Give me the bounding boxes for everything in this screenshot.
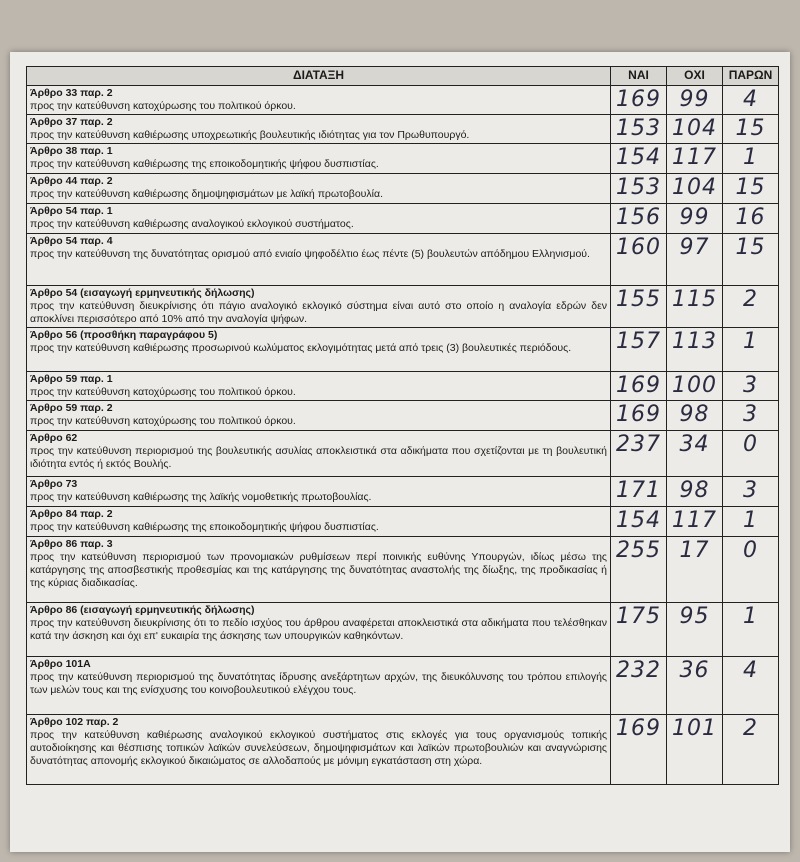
yes-count: 171 [611,477,667,507]
provision-cell [27,715,611,785]
table-row [27,115,779,144]
yes-count: 157 [611,328,667,372]
table-row [27,328,779,372]
article-description: προς την κατεύθυνση περιορισμού της δυνατότητας ίδρυσης ανεξάρτητων αρχών, της διευκόλυνσης του τρόπου επιλογής των μελών τους και της ενίσχυσης του κοινοβουλευτικού ελέγχου τους. [30,671,607,696]
provision-cell [27,537,611,603]
article-description: προς την κατεύθυνση καθιέρωσης της εποικοδομητικής ψήφου δυσπιστίας. [30,158,379,170]
yes-count: 255 [611,537,667,603]
article-description: προς την κατεύθυνση περιορισμού της βουλευτικής ασυλίας αποκλειστικά στα αδικήματα που σχετίζονται με τη βουλευτική ιδιότητα εντός ή εκτός Βουλής. [30,445,607,470]
provision-cell [27,174,611,204]
yes-count: 169 [611,401,667,431]
article-title: Άρθρο 101Α [30,658,91,670]
yes-count: 232 [611,657,667,715]
article-title: Άρθρο 62 [30,432,78,444]
no-count: 104 [667,115,723,144]
present-count: 4 [723,86,779,115]
yes-count: 169 [611,86,667,115]
table-row [27,234,779,286]
provision-cell [27,431,611,477]
article-description: προς την κατεύθυνση καθιέρωσης προσωρινού κωλύματος εκλογιμότητας μετά από τρεις (3) βουλευτικές περιόδους. [30,342,572,354]
present-count: 2 [723,715,779,785]
article-title: Άρθρο 86 παρ. 3 [30,538,113,550]
article-description: προς την κατεύθυνση κατοχύρωσης του πολιτικού όρκου. [30,386,296,398]
article-title: Άρθρο 37 παρ. 2 [30,116,113,128]
present-count: 0 [723,431,779,477]
article-description: προς την κατεύθυνση κατοχύρωσης του πολιτικού όρκου. [30,415,296,427]
provision-cell [27,477,611,507]
article-title: Άρθρο 44 παρ. 2 [30,175,113,187]
article-description: προς την κατεύθυνση της δυνατότητας ορισμού από ενιαίο ψηφοδέλτιο έως πέντε (5) βουλευτών απόδημου Ελληνισμού. [30,248,590,260]
no-count: 34 [667,431,723,477]
table-row [27,401,779,431]
article-title: Άρθρο 86 (εισαγωγή ερμηνευτικής δήλωσης) [30,604,255,616]
article-description: προς την κατεύθυνση καθιέρωσης δημοψηφισμάτων με λαϊκή πρωτοβουλία. [30,188,383,200]
article-description: προς την κατεύθυνση καθιέρωσης αναλογικού εκλογικού συστήματος. [30,218,354,230]
provision-cell [27,144,611,174]
provision-cell [27,234,611,286]
article-description: προς την κατεύθυνση διευκρίνισης ότι πάγιο αναλογικό εκλογικό σύστημα είναι αυτό στο οποίο η αναλογία εδρών δεν αποκλίνει περισσότερο από 10% από την αναλογία ψήφων. [30,300,607,325]
header-provision: ΔΙΑΤΑΞΗ [27,67,611,86]
yes-count: 175 [611,603,667,657]
table-row [27,537,779,603]
article-description: προς την κατεύθυνση καθιέρωσης αναλογικού εκλογικού συστήματος στις εκλογές για τους οργανισμούς τοπικής αυτοδιοίκησης και θέσπισης τοπικών λαϊκών συνελεύσεων, δημοψηφισμάτων και λαϊκών πρωτοβουλιών και αναγνώρισης δυνατότητας απονομής εκλογικού δικαιώματος σε αλλοδαπούς με μόνιμη εγκατάσταση στη χώρα. [30,729,607,767]
present-count: 3 [723,372,779,401]
no-count: 117 [667,144,723,174]
present-count: 2 [723,286,779,328]
article-title: Άρθρο 54 (εισαγωγή ερμηνευτικής δήλωσης) [30,287,255,299]
article-description: προς την κατεύθυνση διευκρίνισης ότι το πεδίο ισχύος του άρθρου αναφέρεται αποκλειστικά στα αδικήματα που τελέσθηκαν κατά την άσκηση και όχι επ' ευκαιρία της άσκησης των υπουργικών καθηκόντων. [30,617,607,642]
header-row [27,67,779,86]
present-count: 1 [723,144,779,174]
no-count: 17 [667,537,723,603]
provision-cell [27,507,611,537]
table-row [27,431,779,477]
article-title: Άρθρο 73 [30,478,78,490]
provision-cell [27,286,611,328]
no-count: 99 [667,204,723,234]
article-description: προς την κατεύθυνση καθιέρωσης υποχρεωτικής βουλευτικής ιδιότητας για τον Πρωθυπουργό. [30,129,470,141]
article-description: προς την κατεύθυνση καθιέρωσης της εποικοδομητικής ψήφου δυσπιστίας. [30,521,379,533]
no-count: 117 [667,507,723,537]
no-count: 101 [667,715,723,785]
no-count: 99 [667,86,723,115]
yes-count: 153 [611,174,667,204]
header-yes: ΝΑΙ [611,67,667,86]
present-count: 15 [723,174,779,204]
article-description: προς την κατεύθυνση κατοχύρωσης του πολιτικού όρκου. [30,100,296,112]
table-row [27,86,779,115]
yes-count: 237 [611,431,667,477]
article-title: Άρθρο 54 παρ. 4 [30,235,113,247]
article-title: Άρθρο 54 παρ. 1 [30,205,113,217]
present-count: 15 [723,115,779,144]
yes-count: 154 [611,507,667,537]
no-count: 95 [667,603,723,657]
article-title: Άρθρο 56 (προσθήκη παραγράφου 5) [30,329,218,341]
article-title: Άρθρο 102 παρ. 2 [30,716,119,728]
no-count: 98 [667,477,723,507]
no-count: 100 [667,372,723,401]
table-row [27,204,779,234]
article-title: Άρθρο 59 παρ. 2 [30,402,113,414]
paper-sheet [10,52,790,852]
yes-count: 160 [611,234,667,286]
table-row [27,144,779,174]
no-count: 104 [667,174,723,204]
vote-results-table [26,66,779,785]
provision-cell [27,204,611,234]
header-no: ΟΧΙ [667,67,723,86]
provision-cell [27,328,611,372]
no-count: 98 [667,401,723,431]
yes-count: 154 [611,144,667,174]
table-row [27,507,779,537]
table-row [27,657,779,715]
provision-cell [27,603,611,657]
article-title: Άρθρο 84 παρ. 2 [30,508,113,520]
article-description: προς την κατεύθυνση καθιέρωσης της λαϊκής νομοθετικής πρωτοβουλίας. [30,491,372,503]
present-count: 3 [723,401,779,431]
header-present: ΠΑΡΩΝ [723,67,779,86]
provision-cell [27,115,611,144]
present-count: 1 [723,507,779,537]
table-row [27,715,779,785]
provision-cell [27,372,611,401]
article-title: Άρθρο 38 παρ. 1 [30,145,113,157]
table-row [27,477,779,507]
table-row [27,174,779,204]
yes-count: 169 [611,372,667,401]
table-row [27,603,779,657]
present-count: 15 [723,234,779,286]
yes-count: 156 [611,204,667,234]
no-count: 113 [667,328,723,372]
article-title: Άρθρο 59 παρ. 1 [30,373,113,385]
no-count: 97 [667,234,723,286]
present-count: 1 [723,328,779,372]
yes-count: 153 [611,115,667,144]
provision-cell [27,401,611,431]
present-count: 1 [723,603,779,657]
no-count: 115 [667,286,723,328]
provision-cell [27,86,611,115]
yes-count: 169 [611,715,667,785]
present-count: 0 [723,537,779,603]
table-row [27,286,779,328]
provision-cell [27,657,611,715]
yes-count: 155 [611,286,667,328]
present-count: 4 [723,657,779,715]
article-title: Άρθρο 33 παρ. 2 [30,87,113,99]
table-row [27,372,779,401]
present-count: 16 [723,204,779,234]
article-description: προς την κατεύθυνση περιορισμού των προνομιακών ρυθμίσεων περί ποινικής ευθύνης Υπουργών, ιδίως μέσω της κατάργησης της αποσβεστικής προθεσμίας και της κατάργησης της δυνατότητας αναστολής της δίωξης, της προδικασίας ή της κύριας διαδικασίας. [30,551,607,589]
no-count: 36 [667,657,723,715]
present-count: 3 [723,477,779,507]
